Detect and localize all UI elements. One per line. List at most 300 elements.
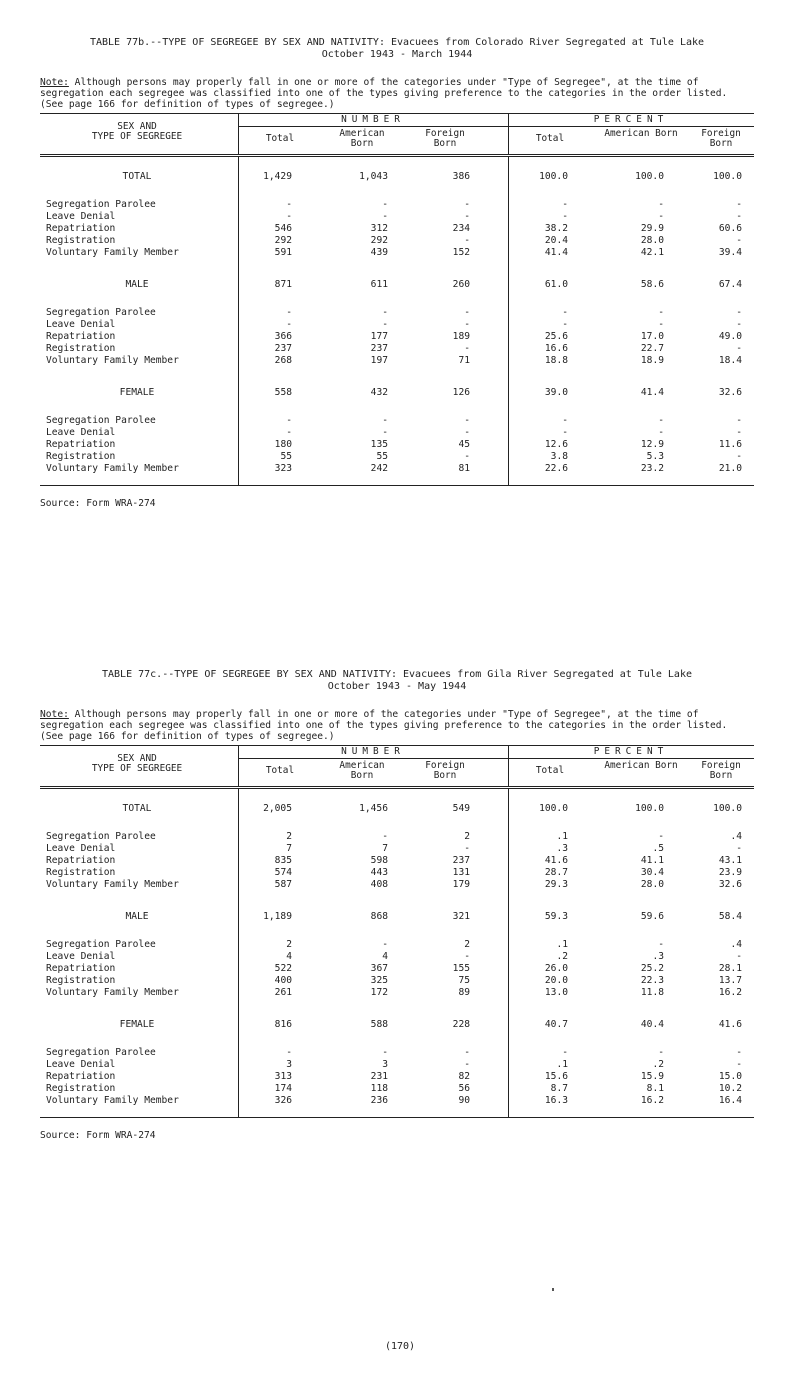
table-row <box>40 1095 754 1107</box>
cell-value: 41.4 <box>640 387 664 398</box>
table-row <box>40 1059 754 1071</box>
cell-value: 126 <box>452 387 470 398</box>
row-label: Registration <box>46 235 116 246</box>
row-label: Leave Denial <box>46 1059 116 1070</box>
table-row <box>40 451 754 463</box>
col-number-total: Total <box>265 765 295 776</box>
row-label: Segregation Parolee <box>46 199 156 210</box>
row-label: Registration <box>46 1083 116 1094</box>
cell-value: 59.6 <box>640 911 664 922</box>
row-label: Registration <box>46 975 116 986</box>
cell-value: 25.2 <box>640 963 664 974</box>
row-label: Registration <box>46 451 116 462</box>
cell-value: 18.4 <box>718 355 742 366</box>
cell-value: 816 <box>274 1019 292 1030</box>
cell-value: 2 <box>286 831 292 842</box>
cell-value: - <box>464 235 470 246</box>
cell-value: 23.2 <box>640 463 664 474</box>
row-label: Voluntary Family Member <box>46 879 179 890</box>
table-header <box>40 114 754 157</box>
cell-value: - <box>382 831 388 842</box>
cell-value: 237 <box>370 343 388 354</box>
cell-value: 29.9 <box>640 223 664 234</box>
percent-group-rule <box>508 758 754 759</box>
cell-value: - <box>562 415 568 426</box>
cell-value: 41.6 <box>544 855 568 866</box>
table-title: TABLE 77b.--TYPE OF SEGREGEE BY SEX AND NATIVITY: Evacuees from Colorado River Segregated at Tule Lake <box>89 37 705 48</box>
table-header <box>40 746 754 789</box>
cell-value: 100.0 <box>539 171 568 182</box>
page-number: (170) <box>384 1341 416 1352</box>
percent-group-rule <box>508 126 754 127</box>
cell-value: 29.3 <box>544 879 568 890</box>
section-label: FEMALE <box>119 387 155 398</box>
cell-value: - <box>464 319 470 330</box>
cell-value: - <box>736 1059 742 1070</box>
row-label: Voluntary Family Member <box>46 355 179 366</box>
cell-value: 23.9 <box>718 867 742 878</box>
cell-value: .1 <box>556 939 568 950</box>
cell-value: 12.6 <box>544 439 568 450</box>
section-label: TOTAL <box>122 803 152 814</box>
row-label: Leave Denial <box>46 211 116 222</box>
cell-value: .1 <box>556 1059 568 1070</box>
table-row <box>40 1083 754 1095</box>
cell-value: 8.1 <box>646 1083 664 1094</box>
cell-value: 237 <box>274 343 292 354</box>
cell-value: - <box>736 199 742 210</box>
cell-value: 231 <box>370 1071 388 1082</box>
cell-value: 2 <box>286 939 292 950</box>
cell-value: 55 <box>376 451 388 462</box>
cell-value: 260 <box>452 279 470 290</box>
cell-value: 42.1 <box>640 247 664 258</box>
cell-value: 598 <box>370 855 388 866</box>
cell-value: 16.2 <box>640 1095 664 1106</box>
cell-value: .3 <box>652 951 664 962</box>
cell-value: 228 <box>452 1019 470 1030</box>
table-body <box>40 157 754 485</box>
cell-value: 549 <box>452 803 470 814</box>
cell-value: 21.0 <box>718 463 742 474</box>
note-label: Note: <box>40 709 69 720</box>
table-row <box>40 987 754 999</box>
cell-value: 58.6 <box>640 279 664 290</box>
col-number-foreign-born: Foreign Born <box>425 760 465 781</box>
cell-value: 7 <box>382 843 388 854</box>
cell-value: .5 <box>652 843 664 854</box>
cell-value: - <box>562 199 568 210</box>
cell-value: 17.0 <box>640 331 664 342</box>
col-number-american-born: American Born <box>339 760 385 781</box>
data-table <box>40 745 754 1118</box>
cell-value: 22.7 <box>640 343 664 354</box>
col-number-total: Total <box>265 133 295 144</box>
cell-value: 323 <box>274 463 292 474</box>
cell-value: 588 <box>370 1019 388 1030</box>
cell-value: - <box>464 951 470 962</box>
cell-value: 7 <box>286 843 292 854</box>
cell-value: - <box>736 451 742 462</box>
row-label: Repatriation <box>46 223 116 234</box>
cell-value: 15.0 <box>718 1071 742 1082</box>
cell-value: 10.2 <box>718 1083 742 1094</box>
cell-value: 20.4 <box>544 235 568 246</box>
number-group-rule <box>238 126 508 127</box>
section-total-row <box>40 171 754 185</box>
cell-value: 2 <box>464 939 470 950</box>
cell-value: 1,456 <box>359 803 388 814</box>
cell-value: 3.8 <box>550 451 568 462</box>
table-row <box>40 343 754 355</box>
cell-value: 30.4 <box>640 867 664 878</box>
table-row <box>40 855 754 867</box>
cell-value: 1,429 <box>263 171 292 182</box>
cell-value: 587 <box>274 879 292 890</box>
cell-value: 18.8 <box>544 355 568 366</box>
cell-value: - <box>658 307 664 318</box>
cell-value: 26.0 <box>544 963 568 974</box>
cell-value: 4 <box>286 951 292 962</box>
cell-value: 100.0 <box>713 803 742 814</box>
stub-header <box>40 754 234 774</box>
cell-value: - <box>736 307 742 318</box>
cell-value: 443 <box>370 867 388 878</box>
cell-value: 11.8 <box>640 987 664 998</box>
col-percent-total: Total <box>535 133 565 144</box>
cell-value: 3 <box>382 1059 388 1070</box>
cell-value: 408 <box>370 879 388 890</box>
row-label: Segregation Parolee <box>46 307 156 318</box>
cell-value: - <box>286 415 292 426</box>
cell-value: - <box>736 211 742 222</box>
cell-value: - <box>736 427 742 438</box>
table-row <box>40 415 754 427</box>
cell-value: .2 <box>556 951 568 962</box>
stub-header-line2: TYPE OF SEGREGEE <box>91 763 183 774</box>
cell-value: 90 <box>458 1095 470 1106</box>
table-row <box>40 939 754 951</box>
cell-value: 71 <box>458 355 470 366</box>
cell-value: 8.7 <box>550 1083 568 1094</box>
cell-value: - <box>562 1047 568 1058</box>
cell-value: 28.1 <box>718 963 742 974</box>
cell-value: - <box>658 319 664 330</box>
cell-value: 75 <box>458 975 470 986</box>
table-source: Source: Form WRA-274 <box>40 1130 156 1141</box>
table-row <box>40 867 754 879</box>
row-label: Registration <box>46 867 116 878</box>
row-label: Voluntary Family Member <box>46 1095 179 1106</box>
cell-value: 5.3 <box>646 451 664 462</box>
cell-value: 41.1 <box>640 855 664 866</box>
cell-value: - <box>286 319 292 330</box>
cell-value: 835 <box>274 855 292 866</box>
cell-value: 4 <box>382 951 388 962</box>
cell-value: 16.4 <box>718 1095 742 1106</box>
cell-value: .4 <box>730 831 742 842</box>
cell-value: 611 <box>370 279 388 290</box>
cell-value: 234 <box>452 223 470 234</box>
table-row <box>40 355 754 367</box>
cell-value: - <box>382 415 388 426</box>
cell-value: - <box>464 343 470 354</box>
cell-value: 39.4 <box>718 247 742 258</box>
cell-value: 38.2 <box>544 223 568 234</box>
cell-value: - <box>658 1047 664 1058</box>
table-note <box>40 709 754 742</box>
cell-value: 591 <box>274 247 292 258</box>
stub-header-line1: SEX AND <box>117 753 157 764</box>
col-number-foreign-born: Foreign Born <box>425 128 465 149</box>
cell-value: - <box>464 451 470 462</box>
section-label: MALE <box>125 911 149 922</box>
row-label: Repatriation <box>46 963 116 974</box>
table-row <box>40 211 754 223</box>
table-row <box>40 1047 754 1059</box>
cell-value: 60.6 <box>718 223 742 234</box>
cell-value: 180 <box>274 439 292 450</box>
row-label: Voluntary Family Member <box>46 987 179 998</box>
row-label: Segregation Parolee <box>46 939 156 950</box>
cell-value: 400 <box>274 975 292 986</box>
cell-value: 39.0 <box>544 387 568 398</box>
cell-value: - <box>658 415 664 426</box>
cell-value: - <box>382 939 388 950</box>
cell-value: 16.2 <box>718 987 742 998</box>
row-label: Repatriation <box>46 439 116 450</box>
row-label: Segregation Parolee <box>46 1047 156 1058</box>
col-percent-foreign-born: Foreign Born <box>701 128 741 149</box>
cell-value: 12.9 <box>640 439 664 450</box>
row-label: Voluntary Family Member <box>46 463 179 474</box>
cell-value: - <box>382 427 388 438</box>
cell-value: 49.0 <box>718 331 742 342</box>
cell-value: 1,189 <box>263 911 292 922</box>
table-subtitle: October 1943 - May 1944 <box>327 681 467 692</box>
cell-value: 2,005 <box>263 803 292 814</box>
cell-value: 13.7 <box>718 975 742 986</box>
cell-value: 15.6 <box>544 1071 568 1082</box>
cell-value: - <box>736 319 742 330</box>
cell-value: 16.3 <box>544 1095 568 1106</box>
section-total-row <box>40 387 754 401</box>
cell-value: 28.0 <box>640 235 664 246</box>
section-label: TOTAL <box>122 171 152 182</box>
cell-value: 81 <box>458 463 470 474</box>
note-text: Although persons may properly fall in one or more of the categories under "Type of Segregee", at the time of segregation each segregee was classified into one of the types giving preference to the categories in the order listed. (See page 166 for definition of types of segregee.) <box>40 77 728 110</box>
row-label: Repatriation <box>46 1071 116 1082</box>
table-row <box>40 319 754 331</box>
cell-value: 386 <box>452 171 470 182</box>
cell-value: 197 <box>370 355 388 366</box>
cell-value: - <box>464 199 470 210</box>
row-label: Leave Denial <box>46 319 116 330</box>
cell-value: 11.6 <box>718 439 742 450</box>
table-row <box>40 963 754 975</box>
cell-value: - <box>736 843 742 854</box>
cell-value: 155 <box>452 963 470 974</box>
cell-value: 242 <box>370 463 388 474</box>
cell-value: 313 <box>274 1071 292 1082</box>
table-body <box>40 789 754 1117</box>
cell-value: 100.0 <box>539 803 568 814</box>
cell-value: - <box>464 211 470 222</box>
cell-value: 55 <box>280 451 292 462</box>
cell-value: 100.0 <box>635 171 664 182</box>
cell-value: - <box>658 211 664 222</box>
cell-value: 16.6 <box>544 343 568 354</box>
cell-value: .2 <box>652 1059 664 1070</box>
cell-value: 25.6 <box>544 331 568 342</box>
cell-value: - <box>464 427 470 438</box>
section-label: FEMALE <box>119 1019 155 1030</box>
cell-value: 321 <box>452 911 470 922</box>
data-table <box>40 113 754 486</box>
section-total-row <box>40 911 754 925</box>
section-total-row <box>40 803 754 817</box>
cell-value: - <box>382 307 388 318</box>
cell-value: 871 <box>274 279 292 290</box>
row-label: Segregation Parolee <box>46 415 156 426</box>
cell-value: - <box>286 211 292 222</box>
cell-value: 189 <box>452 331 470 342</box>
table-note <box>40 77 754 110</box>
cell-value: 135 <box>370 439 388 450</box>
number-group-header: NUMBER <box>341 114 405 125</box>
row-label: Repatriation <box>46 855 116 866</box>
cell-value: 45 <box>458 439 470 450</box>
cell-value: 268 <box>274 355 292 366</box>
cell-value: 237 <box>452 855 470 866</box>
cell-value: 292 <box>370 235 388 246</box>
stub-header-line2: TYPE OF SEGREGEE <box>91 131 183 142</box>
table-row <box>40 247 754 259</box>
cell-value: - <box>382 1047 388 1058</box>
row-label: Registration <box>46 343 116 354</box>
table-row <box>40 975 754 987</box>
table-row <box>40 831 754 843</box>
cell-value: - <box>736 343 742 354</box>
cell-value: 546 <box>274 223 292 234</box>
cell-value: - <box>562 211 568 222</box>
cell-value: 292 <box>274 235 292 246</box>
cell-value: 32.6 <box>718 387 742 398</box>
note-label: Note: <box>40 77 69 88</box>
table-caption <box>40 37 754 61</box>
section-total-row <box>40 1019 754 1033</box>
col-percent-american-born: American Born <box>604 760 678 771</box>
cell-value: - <box>562 319 568 330</box>
table-row <box>40 1071 754 1083</box>
cell-value: - <box>286 427 292 438</box>
cell-value: 326 <box>274 1095 292 1106</box>
cell-value: 174 <box>274 1083 292 1094</box>
stub-header-line1: SEX AND <box>117 121 157 132</box>
table-row <box>40 439 754 451</box>
percent-group-header: PERCENT <box>593 746 669 757</box>
section-total-row <box>40 279 754 293</box>
cell-value: - <box>382 319 388 330</box>
cell-value: - <box>464 307 470 318</box>
number-group-rule <box>238 758 508 759</box>
cell-value: 22.6 <box>544 463 568 474</box>
row-label: Leave Denial <box>46 951 116 962</box>
cell-value: 28.0 <box>640 879 664 890</box>
cell-value: 15.9 <box>640 1071 664 1082</box>
table-block-2 <box>40 669 754 1141</box>
table-block-1 <box>40 37 754 509</box>
cell-value: 325 <box>370 975 388 986</box>
cell-value: 172 <box>370 987 388 998</box>
cell-value: 522 <box>274 963 292 974</box>
number-group-header: NUMBER <box>341 746 405 757</box>
note-text: Although persons may properly fall in one or more of the categories under "Type of Segregee", at the time of segregation each segregee was classified into one of the types giving preference to the categories in the order listed. (See page 166 for definition of types of segregee.) <box>40 709 728 742</box>
cell-value: 439 <box>370 247 388 258</box>
cell-value: 574 <box>274 867 292 878</box>
cell-value: - <box>464 1059 470 1070</box>
cell-value: - <box>286 307 292 318</box>
cell-value: - <box>464 415 470 426</box>
cell-value: - <box>382 199 388 210</box>
col-percent-total: Total <box>535 765 565 776</box>
cell-value: 67.4 <box>718 279 742 290</box>
cell-value: 1,043 <box>359 171 388 182</box>
table-row <box>40 951 754 963</box>
cell-value: - <box>562 427 568 438</box>
cell-value: 3 <box>286 1059 292 1070</box>
cell-value: 868 <box>370 911 388 922</box>
cell-value: 40.4 <box>640 1019 664 1030</box>
section-label: MALE <box>125 279 149 290</box>
row-label: Repatriation <box>46 331 116 342</box>
cell-value: 131 <box>452 867 470 878</box>
cell-value: .3 <box>556 843 568 854</box>
cell-value: 2 <box>464 831 470 842</box>
table-row <box>40 879 754 891</box>
cell-value: 32.6 <box>718 879 742 890</box>
cell-value: - <box>286 1047 292 1058</box>
cell-value: 22.3 <box>640 975 664 986</box>
row-label: Voluntary Family Member <box>46 247 179 258</box>
cell-value: - <box>382 211 388 222</box>
cell-value: 41.4 <box>544 247 568 258</box>
table-row <box>40 235 754 247</box>
cell-value: - <box>562 307 568 318</box>
row-label: Leave Denial <box>46 427 116 438</box>
cell-value: 89 <box>458 987 470 998</box>
cell-value: 261 <box>274 987 292 998</box>
cell-value: 61.0 <box>544 279 568 290</box>
col-percent-foreign-born: Foreign Born <box>701 760 741 781</box>
cell-value: 43.1 <box>718 855 742 866</box>
table-row <box>40 463 754 475</box>
cell-value: .1 <box>556 831 568 842</box>
table-row <box>40 199 754 211</box>
cell-value: .4 <box>730 939 742 950</box>
table-source: Source: Form WRA-274 <box>40 498 156 509</box>
cell-value: 558 <box>274 387 292 398</box>
cell-value: - <box>464 1047 470 1058</box>
cell-value: - <box>658 199 664 210</box>
percent-group-header: PERCENT <box>593 114 669 125</box>
cell-value: 366 <box>274 331 292 342</box>
cell-value: 58.4 <box>718 911 742 922</box>
cell-value: 236 <box>370 1095 388 1106</box>
cell-value: 18.9 <box>640 355 664 366</box>
cell-value: 312 <box>370 223 388 234</box>
cell-value: - <box>658 831 664 842</box>
